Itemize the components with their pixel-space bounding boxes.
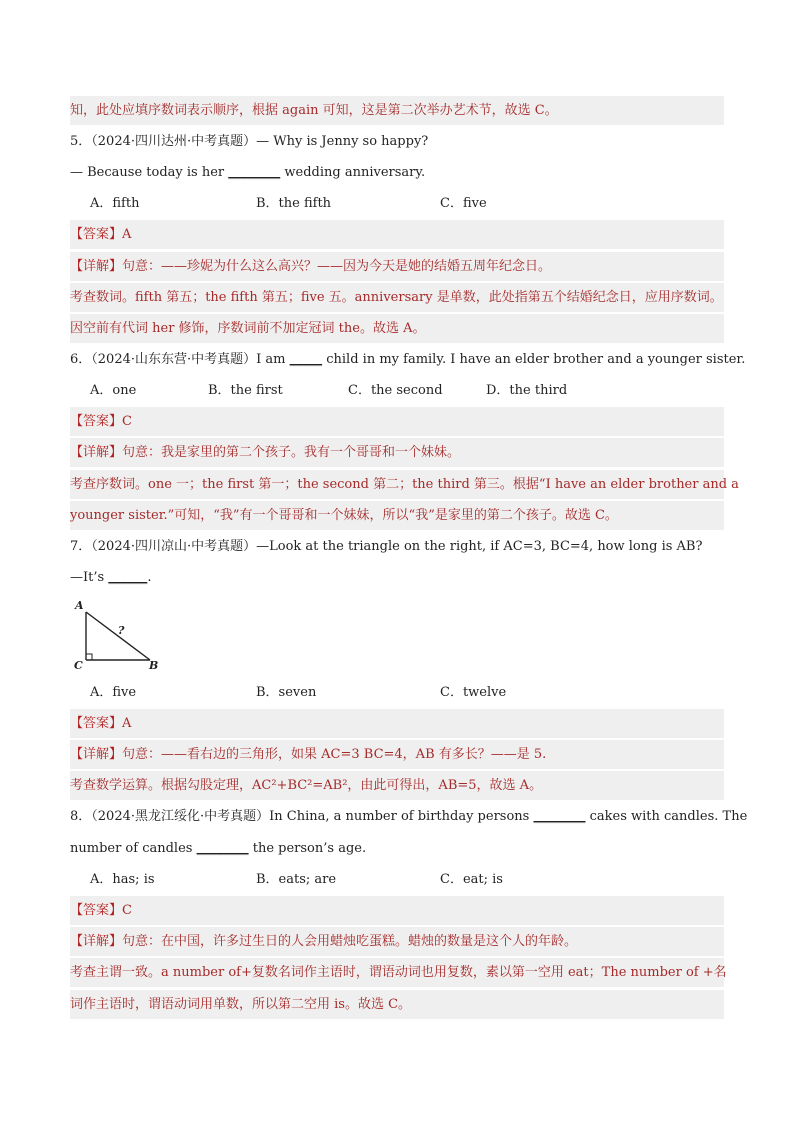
q5-answer-value: A	[122, 227, 132, 242]
q6-answer: 【答案】C	[70, 407, 724, 436]
q8-option-c: C．eat; is	[440, 872, 503, 887]
hypotenuse-question-mark: ?	[118, 624, 125, 637]
q8-detail-1: 【详解】句意：在中国，许多过生日的人会用蜡烛吃蛋糕。蜡烛的数量是这个人的年龄。	[70, 927, 724, 956]
vertex-label-c: C	[74, 659, 83, 672]
q5-blank: ________	[228, 165, 281, 180]
right-angle-mark	[86, 654, 92, 660]
q7-option-b: B．seven	[256, 685, 317, 700]
q7-option-a: A．five	[90, 685, 137, 700]
q5-stem: 5．（2024·四川达州·中考真题）— Why is Jenny so happy?	[70, 134, 429, 149]
q6-detail-2: 考查序数词。one 一；the first 第一；the second 第二；the third 第三。根据“I have an elder brother and a	[70, 470, 724, 499]
right-triangle-figure	[70, 598, 170, 672]
q7-options	[70, 678, 724, 707]
q6-option-c: C．the second	[348, 383, 443, 398]
q7-blank: ______	[108, 570, 148, 585]
q7-answer: 【答案】A	[70, 709, 724, 738]
q5-option-c: C．five	[440, 196, 487, 211]
q8-stem: 8．（2024·黑龙江绥化·中考真题）In China, a number of birthday persons ________ cakes with candles. The	[70, 802, 724, 831]
q8-option-a: A．has; is	[90, 872, 155, 887]
q8-detail-3: 词作主语时，谓语动词用单数，所以第二空用 is。故选 C。	[70, 990, 724, 1019]
q8-answer-value: C	[122, 903, 132, 918]
prev-explanation-tail: 知，此处应填序数词表示顺序，根据 again 可知，这是第二次举办艺术节，故选 C。	[70, 96, 724, 125]
q6-blank: _____	[289, 352, 323, 367]
q5-options	[70, 189, 724, 218]
q7-detail-1: 【详解】句意：——看右边的三角形，如果 AC=3 BC=4，AB 有多长？——是 5.	[70, 740, 724, 769]
q8-answer: 【答案】C	[70, 896, 724, 925]
q5-answer: 【答案】A	[70, 220, 724, 249]
q8-option-b: B．eats; are	[256, 872, 337, 887]
q7-answer-value: A	[122, 716, 132, 731]
q7-detail-2: 考查数学运算。根据勾股定理，AC²+BC²=AB²，由此可得出，AB=5，故选 A。	[70, 771, 724, 800]
q5-option-b: B．the fifth	[256, 196, 332, 211]
q6-stem: 6．（2024·山东东营·中考真题）I am _____ child in my family. I have an elder brother and a younger sister.	[70, 345, 724, 374]
q7-line2: —It’s ______.	[70, 563, 724, 592]
q6-detail-1: 【详解】句意：我是家里的第二个孩子。我有一个哥哥和一个妹妹。	[70, 438, 724, 467]
q5-detail-3: 因空前有代词 her 修饰，序数词前不加定冠词 the。故选 A。	[70, 314, 724, 343]
q6-answer-value: C	[122, 414, 132, 429]
q6-detail-3: younger sister.”可知，“我”有一个哥哥和一个妹妹，所以“我”是家里的第二个孩子。故选 C。	[70, 501, 724, 530]
q8-blank-2: ________	[196, 841, 249, 856]
q7-stem: 7．（2024·四川凉山·中考真题）—Look at the triangle on the right, if AC=3, BC=4, how long is AB?	[70, 539, 703, 554]
q5-detail-1: 【详解】句意：——珍妮为什么这么高兴？——因为今天是她的结婚五周年纪念日。	[70, 252, 724, 281]
q6-option-d: D．the third	[486, 383, 568, 398]
q8-blank-1: ________	[533, 809, 586, 824]
q7-option-c: C．twelve	[440, 685, 507, 700]
q5-option-a: A．fifth	[90, 196, 140, 211]
vertex-label-b: B	[149, 659, 159, 672]
q5-line2: — Because today is her ________ wedding anniversary.	[70, 158, 724, 187]
q6-option-b: B．the first	[208, 383, 283, 398]
q8-line2: number of candles ________ the person’s age.	[70, 834, 724, 863]
q6-option-a: A．one	[90, 383, 137, 398]
q6-options	[70, 376, 724, 405]
q8-detail-2: 考查主谓一致。a number of+复数名词作主语时，谓语动词也用复数，素以第一空用 eat；The number of +名	[70, 958, 724, 987]
q8-options	[70, 865, 724, 894]
q5-detail-2: 考查数词。fifth 第五；the fifth 第五；five 五。anniversary 是单数，此处指第五个结婚纪念日，应用序数词。	[70, 283, 724, 312]
vertex-label-a: A	[75, 599, 84, 612]
